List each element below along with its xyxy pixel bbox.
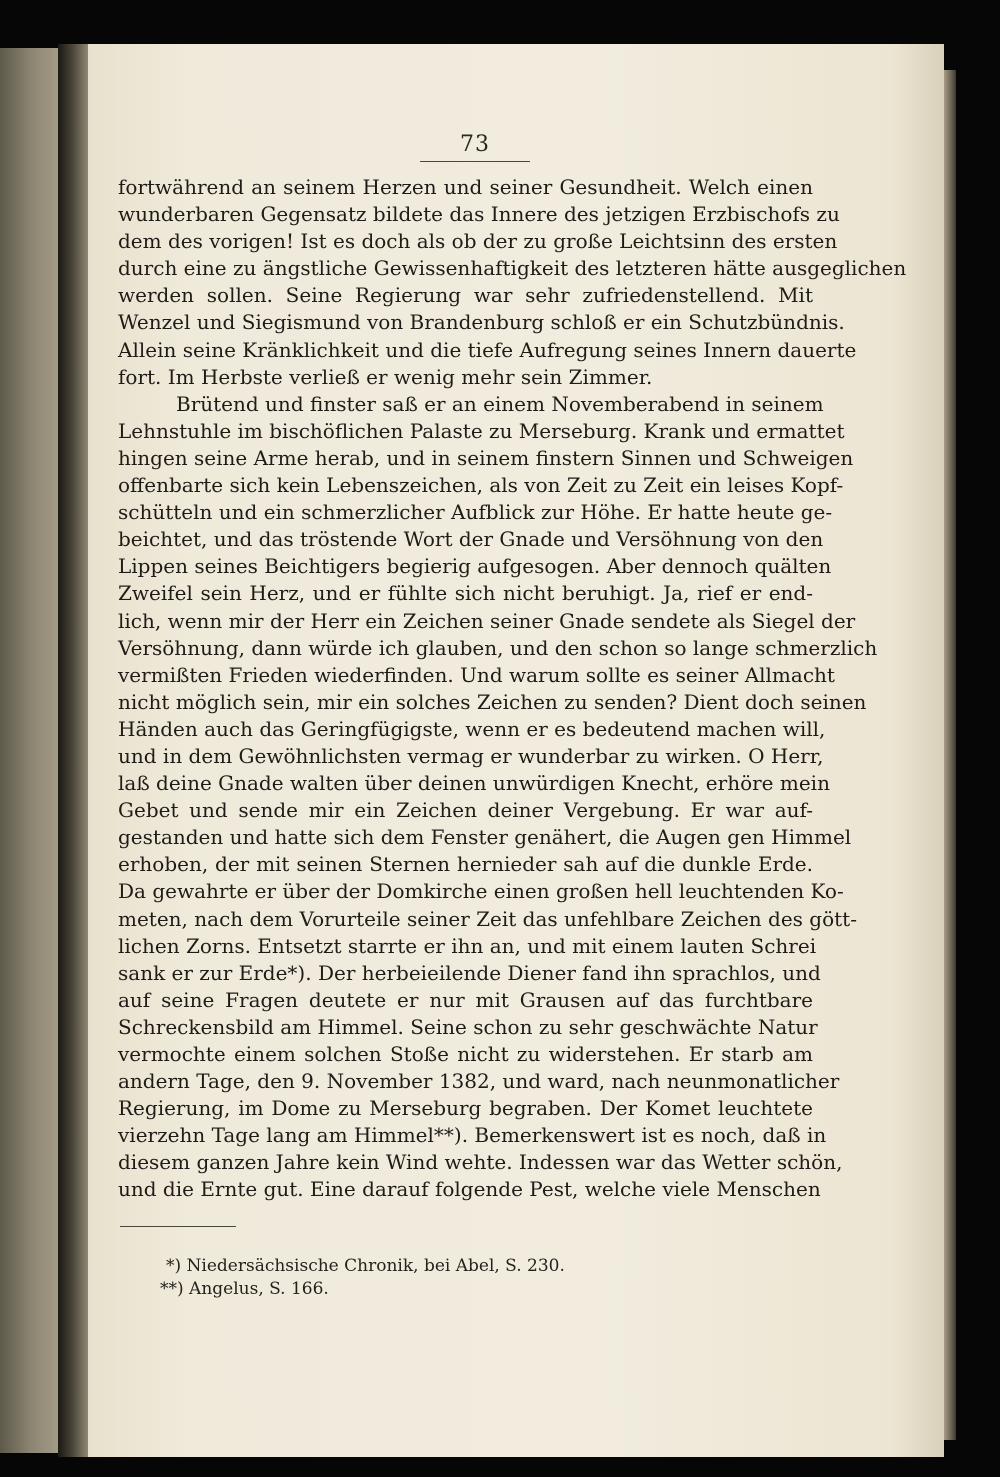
text-line: offenbarte sich kein Lebenszeichen, als von Zeit zu Zeit ein leises Kopf- — [118, 473, 844, 498]
text-line: Gebet und sende mir ein Zeichen deiner Vergebung. Er war auf- — [118, 798, 813, 823]
text-line: Zweifel sein Herz, und er fühlte sich nicht beruhigt. Ja, rief er end- — [118, 581, 813, 606]
text-line: und in dem Gewöhnlichsten vermag er wunderbar zu wirken. O Herr, — [118, 743, 824, 768]
text-line: Regierung, im Dome zu Merseburg begraben. Der Komet leuchtete — [118, 1096, 813, 1121]
text-line: meten, nach dem Vorurteile seiner Zeit das unfehlbare Zeichen des gött- — [118, 906, 857, 931]
page-number: 73 — [460, 132, 490, 157]
footnote-1: *) Niedersächsische Chronik, bei Abel, S. 230. — [166, 1256, 565, 1276]
text-line: fortwährend an seinem Herzen und seiner Gesundheit. Welch einen — [118, 175, 813, 199]
text-line: laß deine Gnade walten über deinen unwürdigen Knecht, erhöre mein — [118, 771, 830, 796]
text-line: Lippen seines Beichtigers begierig aufgesogen. Aber dennoch quälten — [118, 554, 832, 579]
text-line: gestanden und hatte sich dem Fenster genähert, die Augen gen Himmel — [118, 825, 852, 850]
text-line: sank er zur Erde*). Der herbeieilende Diener fand ihn sprachlos, und — [118, 960, 821, 985]
text-line: Da gewahrte er über der Domkirche einen großen hell leuchtenden Ko- — [118, 879, 844, 904]
text-line: andern Tage, den 9. November 1382, und ward, nach neunmonatlicher — [118, 1069, 840, 1094]
text-line: vermochte einem solchen Stoße nicht zu widerstehen. Er starb am — [118, 1042, 813, 1066]
text-line: werden sollen. Seine Regierung war sehr zufriedenstellend. Mit — [118, 283, 813, 308]
paragraph-start-line: Brütend und finster saß er an einem Novemberabend in seinem — [176, 391, 824, 416]
text-line: vermißten Frieden wiederfinden. Und warum sollte es seiner Allmacht — [118, 662, 835, 687]
text-line: schütteln und ein schmerzlicher Aufblick zur Höhe. Er hatte heute ge- — [118, 500, 833, 525]
text-line: erhoben, der mit seinen Sternen hernieder sah auf die dunkle Erde. — [118, 852, 813, 877]
text-line: Wenzel und Siegismund von Brandenburg schloß er ein Schutzbündnis. — [118, 310, 845, 335]
footnote-2: **) Angelus, S. 166. — [160, 1279, 329, 1299]
text-line: fort. Im Herbste verließ er wenig mehr sein Zimmer. — [118, 364, 653, 389]
text-line: und die Ernte gut. Eine darauf folgende Pest, welche viele Menschen — [118, 1177, 821, 1202]
page-number-rule — [420, 161, 530, 162]
text-line: lichen Zorns. Entsetzt starrte er ihn an, und mit einem lauten Schrei — [118, 933, 817, 958]
text-line: durch eine zu ängstliche Gewissenhaftigkeit des letzteren hätte ausgeglichen — [118, 256, 907, 281]
text-line: diesem ganzen Jahre kein Wind wehte. Indessen war das Wetter schön, — [118, 1150, 843, 1175]
text-line: lich, wenn mir der Herr ein Zeichen seiner Gnade sendete als Siegel der — [118, 608, 856, 633]
text-line: beichtet, und das tröstende Wort der Gnade und Versöhnung von den — [118, 527, 824, 552]
text-line: nicht möglich sein, mir ein solches Zeichen zu senden? Dient doch seinen — [118, 689, 867, 714]
text-line: Schreckensbild am Himmel. Seine schon zu sehr geschwächte Natur — [118, 1014, 818, 1039]
text-line: Versöhnung, dann würde ich glauben, und den schon so lange schmerzlich — [118, 635, 878, 660]
text-line: wunderbaren Gegensatz bildete das Innere des jetzigen Erzbischofs zu — [118, 202, 840, 227]
page-stack-edge — [944, 70, 956, 1440]
text-line: Allein seine Kränklichkeit und die tiefe Aufregung seines Innern dauerte — [118, 337, 857, 362]
footnote-rule — [120, 1226, 236, 1227]
text-line: Lehnstuhle im bischöflichen Palaste zu Merseburg. Krank und ermattet — [118, 418, 845, 443]
text-line: auf seine Fragen deutete er nur mit Grausen auf das furchtbare — [118, 987, 813, 1012]
body-text — [118, 174, 907, 1204]
text-line: hingen seine Arme herab, und in seinem finstern Sinnen und Schweigen — [118, 445, 854, 470]
text-line: dem des vorigen! Ist es doch als ob der zu große Leichtsinn des ersten — [118, 229, 838, 254]
text-line: Händen auch das Geringfügigste, wenn er es bedeutend machen will, — [118, 716, 826, 741]
book-gutter — [58, 44, 88, 1457]
previous-page-edge — [0, 48, 60, 1453]
text-line: vierzehn Tage lang am Himmel**). Bemerkenswert ist es noch, daß in — [118, 1123, 827, 1148]
